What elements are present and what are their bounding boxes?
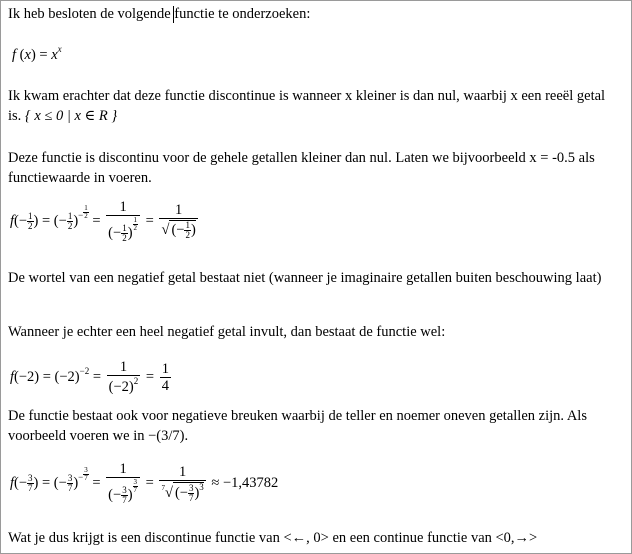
paragraph-discontinuity [8, 86, 620, 126]
paragraph-conclusion: Wat je dus krijgt is een discontinue functie van <←, 0> en een continue functie van <0,→> [8, 530, 538, 546]
paragraph-example: Deze functie is discontinu voor de gehele getallen kleiner dan nul. Laten we bijvoorbeeld x = -0.5 als functiewaarde in voeren. [8, 150, 595, 186]
paragraph-integer: Wanneer je echter een heel negatief getal invult, dan bestaat de functie wel: [8, 324, 446, 340]
paragraph-root: De wortel van een negatief getal bestaat niet (wanneer je imaginaire getallen buiten beschouwing laat) [8, 270, 602, 286]
equation-fraction: f(− $\frac{3}{7}$ ) = (− $\frac{3}{7}$ )$^{- \frac{3}{7}}$ = 1 (− $\frac{3}{7}$ ) $^{\frac{3}{7}}$ = 1 $^7$√ (− $\frac{3}{7}$ )$^3$ ≈ −1,43782 [10, 461, 279, 506]
paragraph-intro: Ik heb besloten de volgende functie te onderzoeken: [8, 6, 311, 22]
equation-definition: f $(x) = x^x$ [12, 44, 62, 63]
equation-integer: $f(-2) = (-2)^{-2}$ = $\frac{1}{(-2)^2}$ = $\frac{1}{4}$ [10, 359, 169, 396]
equation-half: f(− $\frac{1}{2}$ ) = (− $\frac{1}{2}$ )$^{- \frac{1}{2}}$ = 1 (− $\frac{1}{2}$ ) $^{\frac{1}{2}}$ = 1 √ (− $\frac{1}{2}$ ) [10, 199, 196, 244]
approximation-value: ≈ −1,43782 [211, 475, 279, 492]
set-notation: { x ≤ 0 | x ∈ R } [24, 108, 118, 124]
paragraph-discontinuity-text: Ik kwam erachter dat deze functie discontinue is wanneer x kleiner is dan nul, waarbij x een reeël getal is. [8, 88, 606, 124]
paragraph-fraction: De functie bestaat ook voor negatieve breuken waarbij de teller en noemer oneven getallen zijn. Als voorbeeld voeren we in −(3/7). [8, 408, 587, 444]
